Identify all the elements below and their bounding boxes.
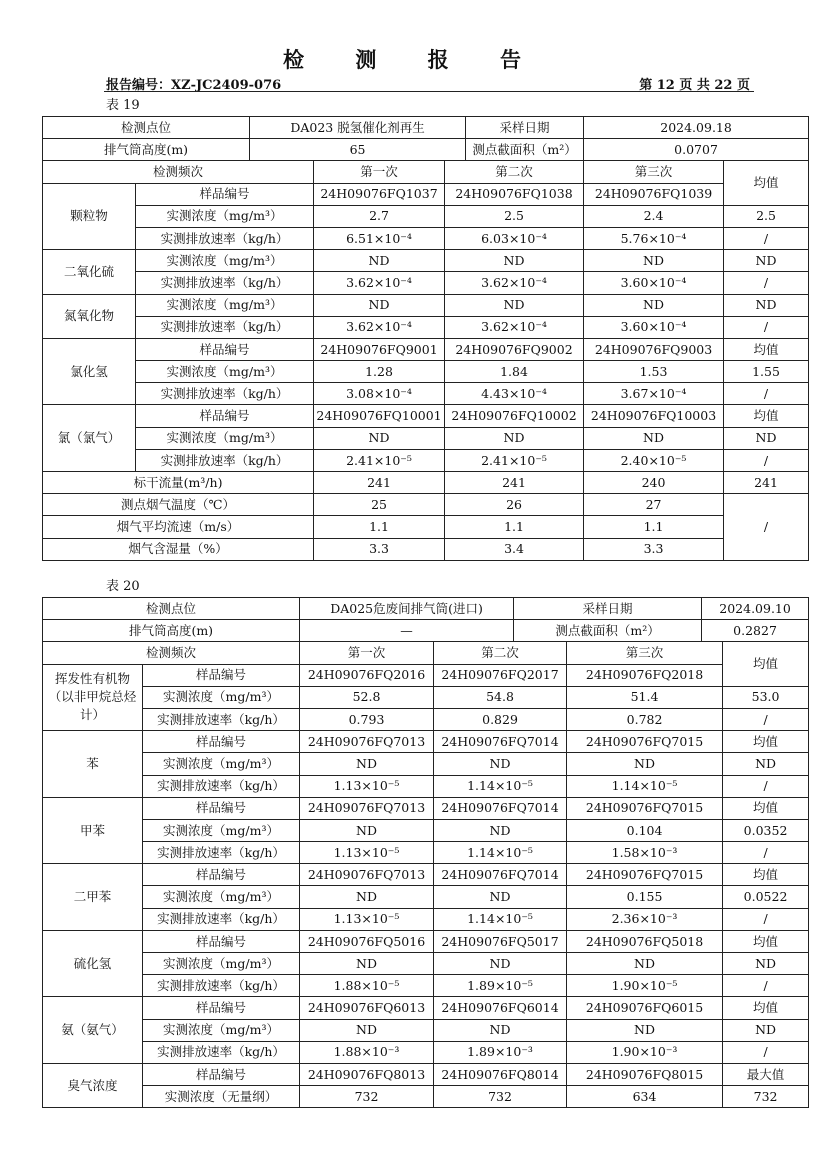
cell: 1.13×10⁻⁵ <box>300 775 434 797</box>
cell: 24H09076FQ5017 <box>434 930 567 952</box>
cell: 实测排放速率（kg/h） <box>143 975 300 997</box>
cell: 3.62×10⁻⁴ <box>445 272 584 294</box>
cell: 3.08×10⁻⁴ <box>314 383 445 405</box>
cell: 均值 <box>723 997 809 1019</box>
cell: 2.41×10⁻⁵ <box>314 449 445 471</box>
cell: 2024.09.18 <box>584 117 809 139</box>
cell: 241 <box>445 472 584 494</box>
header-rule <box>104 91 754 92</box>
cell: 均值 <box>723 642 809 686</box>
cell: 732 <box>300 1086 434 1108</box>
cell: 2.5 <box>445 205 584 227</box>
cell: 均值 <box>724 161 809 205</box>
cell: 实测排放速率（kg/h） <box>136 316 314 338</box>
cell: 样品编号 <box>143 864 300 886</box>
cell: 26 <box>445 494 584 516</box>
cell: ND <box>300 819 434 841</box>
cell: 1.13×10⁻⁵ <box>300 908 434 930</box>
cell: ND <box>314 294 445 316</box>
cell: 苯 <box>43 731 143 798</box>
cell: 二甲苯 <box>43 864 143 931</box>
cell: ND <box>724 427 809 449</box>
cell: 均值 <box>723 731 809 753</box>
cell: 24H09076FQ7015 <box>567 731 723 753</box>
cell: 标干流量(m³/h) <box>43 472 314 494</box>
cell: ND <box>434 753 567 775</box>
cell: 样品编号 <box>143 664 300 686</box>
cell: 样品编号 <box>143 731 300 753</box>
cell: 样品编号 <box>143 997 300 1019</box>
cell: 0.155 <box>567 886 723 908</box>
cell: 样品编号 <box>136 183 314 205</box>
cell: 25 <box>314 494 445 516</box>
cell: 2.7 <box>314 205 445 227</box>
cell: 氯（氯气） <box>43 405 136 472</box>
cell: 臭气浓度 <box>43 1063 143 1107</box>
cell: 1.1 <box>314 516 445 538</box>
cell: 采样日期 <box>466 117 584 139</box>
cell: 24H09076FQ7013 <box>300 864 434 886</box>
cell: — <box>300 620 514 642</box>
cell: 1.14×10⁻⁵ <box>434 842 567 864</box>
cell: 1.14×10⁻⁵ <box>567 775 723 797</box>
cell: 第三次 <box>584 161 724 183</box>
cell: 0.793 <box>300 708 434 730</box>
cell: 24H09076FQ10003 <box>584 405 724 427</box>
cell: 实测排放速率（kg/h） <box>136 272 314 294</box>
cell: 27 <box>584 494 724 516</box>
cell: 241 <box>314 472 445 494</box>
cell: 实测浓度（mg/m³） <box>143 953 300 975</box>
cell: 2.4 <box>584 205 724 227</box>
cell: 样品编号 <box>143 797 300 819</box>
cell: 烟气平均流速（m/s） <box>43 516 314 538</box>
cell: 实测浓度（mg/m³） <box>143 1019 300 1041</box>
cell: 24H09076FQ7014 <box>434 797 567 819</box>
cell: 测点烟气温度（℃） <box>43 494 314 516</box>
cell: 3.62×10⁻⁴ <box>314 272 445 294</box>
cell: 5.76×10⁻⁴ <box>584 227 724 249</box>
cell: 24H09076FQ7014 <box>434 731 567 753</box>
cell: 样品编号 <box>136 405 314 427</box>
cell: 检测点位 <box>43 598 300 620</box>
table-20 <box>42 597 809 1108</box>
cell: 1.84 <box>445 361 584 383</box>
cell: ND <box>723 753 809 775</box>
cell: 甲苯 <box>43 797 143 864</box>
cell: 24H09076FQ10002 <box>445 405 584 427</box>
cell: 51.4 <box>567 686 723 708</box>
cell: 0.782 <box>567 708 723 730</box>
cell: 均值 <box>724 338 809 360</box>
cell: 6.03×10⁻⁴ <box>445 227 584 249</box>
cell: 24H09076FQ7015 <box>567 797 723 819</box>
cell: / <box>724 272 809 294</box>
table-20-label: 表 20 <box>106 579 140 594</box>
cell: 排气筒高度(m) <box>43 620 300 642</box>
cell: 实测浓度（无量纲） <box>143 1086 300 1108</box>
cell: / <box>723 1041 809 1063</box>
cell: 24H09076FQ7015 <box>567 864 723 886</box>
cell: 24H09076FQ9002 <box>445 338 584 360</box>
cell: 2024.09.10 <box>702 598 809 620</box>
cell: 241 <box>724 472 809 494</box>
cell: 氨（氨气） <box>43 997 143 1064</box>
cell: 实测浓度（mg/m³） <box>136 361 314 383</box>
cell: 2.5 <box>724 205 809 227</box>
cell: 氮氧化物 <box>43 294 136 338</box>
cell: 颗粒物 <box>43 183 136 250</box>
cell: DA023 脱氢催化剂再生 <box>250 117 466 139</box>
cell: 24H09076FQ8014 <box>434 1063 567 1085</box>
cell: 3.67×10⁻⁴ <box>584 383 724 405</box>
cell: 检测点位 <box>43 117 250 139</box>
cell: 实测排放速率（kg/h） <box>143 775 300 797</box>
cell: 24H09076FQ6013 <box>300 997 434 1019</box>
cell: ND <box>584 294 724 316</box>
cell: 均值 <box>723 864 809 886</box>
cell: / <box>724 227 809 249</box>
cell: 0.104 <box>567 819 723 841</box>
cell: 0.2827 <box>702 620 809 642</box>
cell: 实测排放速率（kg/h） <box>136 227 314 249</box>
cell: ND <box>445 294 584 316</box>
cell: 均值 <box>723 797 809 819</box>
cell: 1.14×10⁻⁵ <box>434 775 567 797</box>
cell: ND <box>567 753 723 775</box>
cell: 24H09076FQ10001 <box>314 405 445 427</box>
cell: 732 <box>434 1086 567 1108</box>
cell: / <box>724 383 809 405</box>
cell: ND <box>584 250 724 272</box>
cell: 实测浓度（mg/m³） <box>143 886 300 908</box>
cell: 实测浓度（mg/m³） <box>136 427 314 449</box>
cell: / <box>724 494 809 561</box>
cell: 样品编号 <box>143 1063 300 1085</box>
cell: 1.1 <box>584 516 724 538</box>
cell: 均值 <box>724 405 809 427</box>
table-19 <box>42 116 809 561</box>
cell: 1.1 <box>445 516 584 538</box>
cell: 检测频次 <box>43 642 300 664</box>
cell: ND <box>445 427 584 449</box>
cell: 第二次 <box>445 161 584 183</box>
cell: 24H09076FQ6014 <box>434 997 567 1019</box>
cell: ND <box>567 1019 723 1041</box>
cell: 烟气含湿量（%） <box>43 538 314 560</box>
cell: ND <box>300 1019 434 1041</box>
cell: 测点截面积（m²） <box>466 139 584 161</box>
cell: 采样日期 <box>514 598 702 620</box>
cell: ND <box>300 753 434 775</box>
cell: 第一次 <box>314 161 445 183</box>
cell: 0.0522 <box>723 886 809 908</box>
cell: ND <box>567 953 723 975</box>
cell: 24H09076FQ8013 <box>300 1063 434 1085</box>
cell: 732 <box>723 1086 809 1108</box>
cell: ND <box>434 819 567 841</box>
cell: 24H09076FQ1037 <box>314 183 445 205</box>
cell: 氯化氢 <box>43 338 136 405</box>
cell: 排气筒高度(m) <box>43 139 250 161</box>
cell: 检测频次 <box>43 161 314 183</box>
cell: 挥发性有机物（以非甲烷总烃计） <box>43 664 143 731</box>
cell: ND <box>300 886 434 908</box>
cell: 24H09076FQ2016 <box>300 664 434 686</box>
cell: 测点截面积（m²） <box>514 620 702 642</box>
cell: 6.51×10⁻⁴ <box>314 227 445 249</box>
cell: 实测排放速率（kg/h） <box>143 708 300 730</box>
cell: 实测浓度（mg/m³） <box>136 294 314 316</box>
cell: ND <box>300 953 434 975</box>
cell: 3.60×10⁻⁴ <box>584 272 724 294</box>
cell: 24H09076FQ9003 <box>584 338 724 360</box>
cell: ND <box>434 886 567 908</box>
cell: 2.40×10⁻⁵ <box>584 449 724 471</box>
cell: 24H09076FQ2018 <box>567 664 723 686</box>
cell: 1.88×10⁻³ <box>300 1041 434 1063</box>
cell: 4.43×10⁻⁴ <box>445 383 584 405</box>
cell: 2.36×10⁻³ <box>567 908 723 930</box>
cell: 2.41×10⁻⁵ <box>445 449 584 471</box>
cell: 实测浓度（mg/m³） <box>136 250 314 272</box>
page-number: 第 12 页 共 22 页 <box>639 78 750 93</box>
cell: 实测排放速率（kg/h） <box>136 449 314 471</box>
cell: 54.8 <box>434 686 567 708</box>
cell: / <box>723 842 809 864</box>
cell: 65 <box>250 139 466 161</box>
cell: / <box>723 908 809 930</box>
cell: ND <box>314 250 445 272</box>
cell: 0.0352 <box>723 819 809 841</box>
cell: 实测排放速率（kg/h） <box>136 383 314 405</box>
cell: 1.89×10⁻³ <box>434 1041 567 1063</box>
cell: 样品编号 <box>143 930 300 952</box>
cell: 24H09076FQ7014 <box>434 864 567 886</box>
cell: 3.62×10⁻⁴ <box>445 316 584 338</box>
cell: 3.60×10⁻⁴ <box>584 316 724 338</box>
cell: 1.90×10⁻³ <box>567 1041 723 1063</box>
cell: 实测浓度（mg/m³） <box>143 819 300 841</box>
cell: 实测排放速率（kg/h） <box>143 1041 300 1063</box>
cell: 53.0 <box>723 686 809 708</box>
cell: ND <box>445 250 584 272</box>
table-19-label: 表 19 <box>106 98 140 113</box>
cell: 0.829 <box>434 708 567 730</box>
cell: 第二次 <box>434 642 567 664</box>
cell: 24H09076FQ5016 <box>300 930 434 952</box>
cell: ND <box>723 953 809 975</box>
cell: 均值 <box>723 930 809 952</box>
cell: 0.0707 <box>584 139 809 161</box>
cell: 3.4 <box>445 538 584 560</box>
report-title: 检 测 报 告 <box>283 47 543 72</box>
cell: ND <box>434 1019 567 1041</box>
cell: 1.90×10⁻⁵ <box>567 975 723 997</box>
cell: 最大值 <box>723 1063 809 1085</box>
cell: 24H09076FQ7013 <box>300 797 434 819</box>
cell: ND <box>723 1019 809 1041</box>
cell: / <box>724 449 809 471</box>
cell: 24H09076FQ1039 <box>584 183 724 205</box>
cell: DA025危废间排气筒(进口) <box>300 598 514 620</box>
cell: 第三次 <box>567 642 723 664</box>
cell: / <box>723 708 809 730</box>
cell: 硫化氢 <box>43 930 143 997</box>
cell: 24H09076FQ2017 <box>434 664 567 686</box>
cell: / <box>723 775 809 797</box>
cell: 3.3 <box>584 538 724 560</box>
cell: 24H09076FQ8015 <box>567 1063 723 1085</box>
cell: 实测排放速率（kg/h） <box>143 908 300 930</box>
cell: 实测浓度（mg/m³） <box>136 205 314 227</box>
cell: 1.14×10⁻⁵ <box>434 908 567 930</box>
cell: / <box>723 975 809 997</box>
cell: 24H09076FQ6015 <box>567 997 723 1019</box>
report-number: 报告编号：XZ-JC2409-076 <box>106 78 282 93</box>
cell: 24H09076FQ7013 <box>300 731 434 753</box>
cell: 第一次 <box>300 642 434 664</box>
cell: 实测浓度（mg/m³） <box>143 686 300 708</box>
cell: 3.62×10⁻⁴ <box>314 316 445 338</box>
cell: 二氧化硫 <box>43 250 136 294</box>
cell: 实测排放速率（kg/h） <box>143 842 300 864</box>
cell: 52.8 <box>300 686 434 708</box>
cell: ND <box>584 427 724 449</box>
cell: 1.89×10⁻⁵ <box>434 975 567 997</box>
cell: 240 <box>584 472 724 494</box>
cell: ND <box>434 953 567 975</box>
cell: 1.53 <box>584 361 724 383</box>
cell: 24H09076FQ9001 <box>314 338 445 360</box>
cell: ND <box>314 427 445 449</box>
cell: 634 <box>567 1086 723 1108</box>
cell: ND <box>724 294 809 316</box>
cell: 1.58×10⁻³ <box>567 842 723 864</box>
cell: 1.28 <box>314 361 445 383</box>
cell: 3.3 <box>314 538 445 560</box>
cell: / <box>724 316 809 338</box>
cell: 24H09076FQ5018 <box>567 930 723 952</box>
cell: 实测浓度（mg/m³） <box>143 753 300 775</box>
cell: 样品编号 <box>136 338 314 360</box>
cell: 1.55 <box>724 361 809 383</box>
cell: 1.13×10⁻⁵ <box>300 842 434 864</box>
cell: 24H09076FQ1038 <box>445 183 584 205</box>
cell: ND <box>724 250 809 272</box>
cell: 1.88×10⁻⁵ <box>300 975 434 997</box>
